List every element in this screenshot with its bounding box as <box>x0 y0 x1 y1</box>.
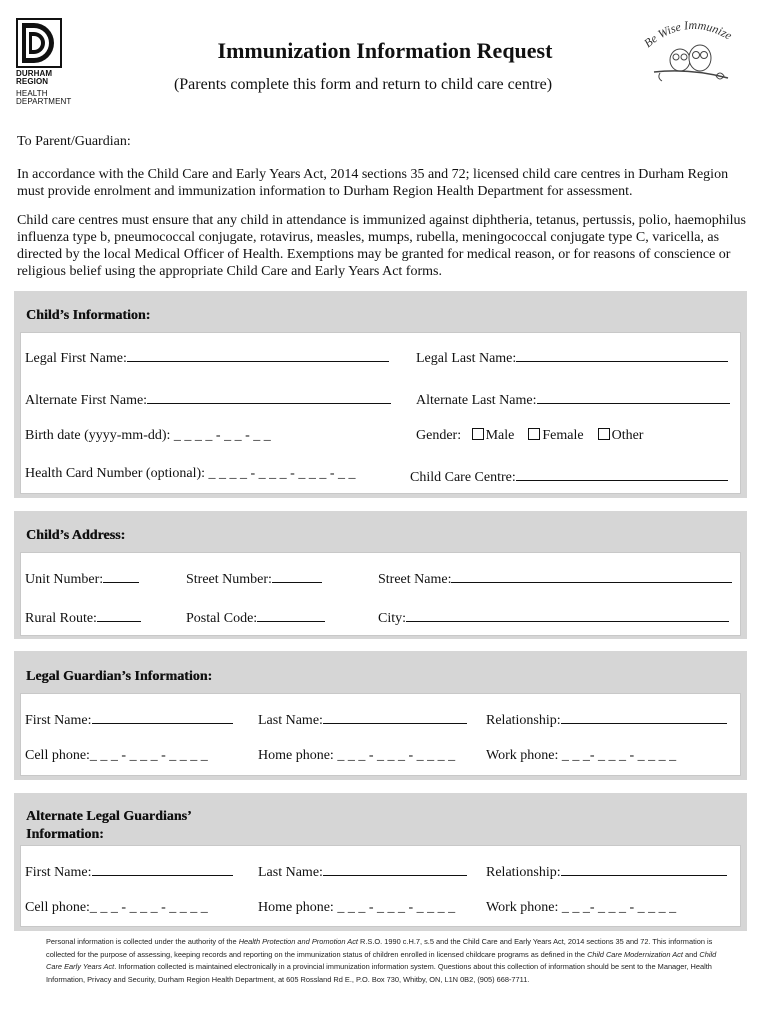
be-wise-immunize-owl-logo <box>640 18 740 88</box>
section-heading-line: Alternate Legal Guardians’ <box>26 809 192 824</box>
field-label: Gender: <box>416 428 462 443</box>
section-heading-line: Information: <box>26 827 104 842</box>
gender-option-label: Other <box>611 428 644 443</box>
field-label: Relationship: <box>486 865 561 880</box>
field-label: Unit Number: <box>25 572 104 587</box>
field-label: Legal First Name: <box>25 351 127 366</box>
guardian-work-phone-field[interactable]: Work phone: _ _ _- _ _ _ - _ _ _ _ <box>486 748 677 763</box>
page-subtitle: (Parents complete this form and return to child care centre) <box>173 76 553 93</box>
intro-paragraph-1: In accordance with the Child Care and Early Years Act, 2014 sections 35 and 72; licensed child care centres in Durham Region must provide enrolment and immunization information to Durham Region Health Department for assessment. <box>17 167 729 199</box>
gender-other-checkbox[interactable] <box>598 428 610 440</box>
notice-text: Personal information is collected under the authority of the <box>46 937 239 946</box>
field-label: First Name: <box>25 713 92 728</box>
alt-guardian-first-name-field[interactable] <box>25 861 233 881</box>
guardian-last-name-field[interactable] <box>258 709 467 729</box>
child-information-panel <box>20 332 741 494</box>
child-care-centre-field[interactable] <box>410 466 728 486</box>
intro-paragraph-2: Child care centres must ensure that any child in attendance is immunized against diphtheria, tetanus, pertussis, polio, haemophilus influenza type b, pneumococcal conjugate, rotavirus, measles, mumps, rubella, meningococcal conjugate type C, varicella, as directed by the local Medical Officer of Health. Exemptions may be granted for medical reason, or for reasons of conscience or religious belief using the appropriate Child Care and Early Years Act forms. <box>17 213 746 279</box>
gender-female-checkbox[interactable] <box>528 428 540 440</box>
notice-text-italic: Child Care Modernization Act <box>587 949 683 959</box>
field-label: Postal Code: <box>186 611 258 626</box>
field-label: Street Name: <box>378 572 452 587</box>
field-label: City: <box>378 611 407 626</box>
section-heading: Legal Guardian’s Information: <box>26 669 213 684</box>
section-heading: Child’s Address: <box>26 528 126 543</box>
field-label: Relationship: <box>486 713 561 728</box>
field-label: Last Name: <box>258 713 323 728</box>
legal-guardian-panel <box>20 693 741 776</box>
page-title: Immunization Information Request <box>217 38 553 63</box>
alternate-guardian-panel <box>20 845 741 927</box>
legal-first-name-field[interactable] <box>25 347 389 367</box>
field-label: Rural Route: <box>25 611 97 626</box>
guardian-relationship-field[interactable] <box>486 709 727 729</box>
field-label: First Name: <box>25 865 92 880</box>
alt-guardian-last-name-field[interactable] <box>258 861 467 881</box>
alternate-last-name-field[interactable] <box>416 389 730 409</box>
field-label: Last Name: <box>258 865 323 880</box>
street-name-field[interactable] <box>378 568 732 588</box>
guardian-first-name-field[interactable] <box>25 709 233 729</box>
gender-male-checkbox[interactable] <box>472 428 484 440</box>
guardian-cell-phone-field[interactable]: Cell phone:_ _ _ - _ _ _ - _ _ _ _ <box>25 748 208 763</box>
field-label: Street Number: <box>186 572 272 587</box>
notice-text-italic: Health Protection and Promotion Act <box>238 937 358 946</box>
gender-option-label: Female <box>542 428 584 443</box>
legal-guardian-section <box>14 651 747 780</box>
guardian-home-phone-field[interactable]: Home phone: _ _ _ - _ _ _ - _ _ _ _ <box>258 748 456 763</box>
notice-text: and <box>682 949 700 959</box>
postal-code-field[interactable] <box>186 607 325 627</box>
legal-last-name-field[interactable] <box>416 347 728 367</box>
alt-guardian-work-phone-field[interactable]: Work phone: _ _ _- _ _ _ - _ _ _ _ <box>486 900 677 915</box>
salutation: To Parent/Guardian: <box>17 134 131 149</box>
field-label: Child Care Centre: <box>410 470 516 485</box>
rural-route-field[interactable] <box>25 607 141 627</box>
notice-text: R.S.O. 1990 c.H.7, s.5 and the Child Care and Early Years Act, 2014 sections 35 and 72. This information is collected for the purpose of assessing, keeping records and reporting on the immunization status of children enrolled in licensed childcare programs as defined in the <box>46 937 713 959</box>
logo-line: HEALTH <box>16 89 48 98</box>
unit-number-field[interactable] <box>25 568 139 588</box>
svg-text:Be Wise Immunize: Be Wise Immunize <box>641 18 735 51</box>
child-information-section <box>14 291 747 498</box>
section-heading <box>26 808 192 844</box>
birth-date-field[interactable]: Birth date (yyyy-mm-dd): _ _ _ _ - _ _ - _ _ <box>25 428 271 443</box>
gender-field <box>416 428 643 444</box>
notice-text-italic: Child Care Early Years Act <box>46 949 717 971</box>
logo-line: REGION <box>16 77 49 86</box>
logo-line: DURHAM <box>16 69 53 78</box>
privacy-notice <box>46 936 726 986</box>
alternate-guardian-section <box>14 793 747 931</box>
child-address-panel <box>20 552 741 636</box>
notice-text: . Information collected is maintained electronically in a provincial immunization information system. Questions about this collection of information should be sent to the Manager, Health Information, Privacy and Security, Durham Region Health Department, at 605 Rossland Rd E., P.O. Box 730, Whitby, ON, L1N 0B2, (905) 668-7711. <box>46 962 712 984</box>
gender-option-label: Male <box>485 428 515 443</box>
street-number-field[interactable] <box>186 568 322 588</box>
field-label: Alternate First Name: <box>25 393 148 408</box>
field-label: Alternate Last Name: <box>416 393 537 408</box>
alt-guardian-home-phone-field[interactable]: Home phone: _ _ _ - _ _ _ - _ _ _ _ <box>258 900 456 915</box>
alternate-first-name-field[interactable] <box>25 389 391 409</box>
logo-line: DEPARTMENT <box>16 97 72 106</box>
field-label: Legal Last Name: <box>416 351 517 366</box>
section-heading: Child’s Information: <box>26 308 151 323</box>
health-card-number-field[interactable]: Health Card Number (optional): _ _ _ _ - _ _ _ - _ _ _ - _ _ <box>25 466 356 481</box>
alt-guardian-cell-phone-field[interactable]: Cell phone:_ _ _ - _ _ _ - _ _ _ _ <box>25 900 208 915</box>
child-address-section <box>14 511 747 639</box>
city-field[interactable] <box>378 607 729 627</box>
alt-guardian-relationship-field[interactable] <box>486 861 727 881</box>
